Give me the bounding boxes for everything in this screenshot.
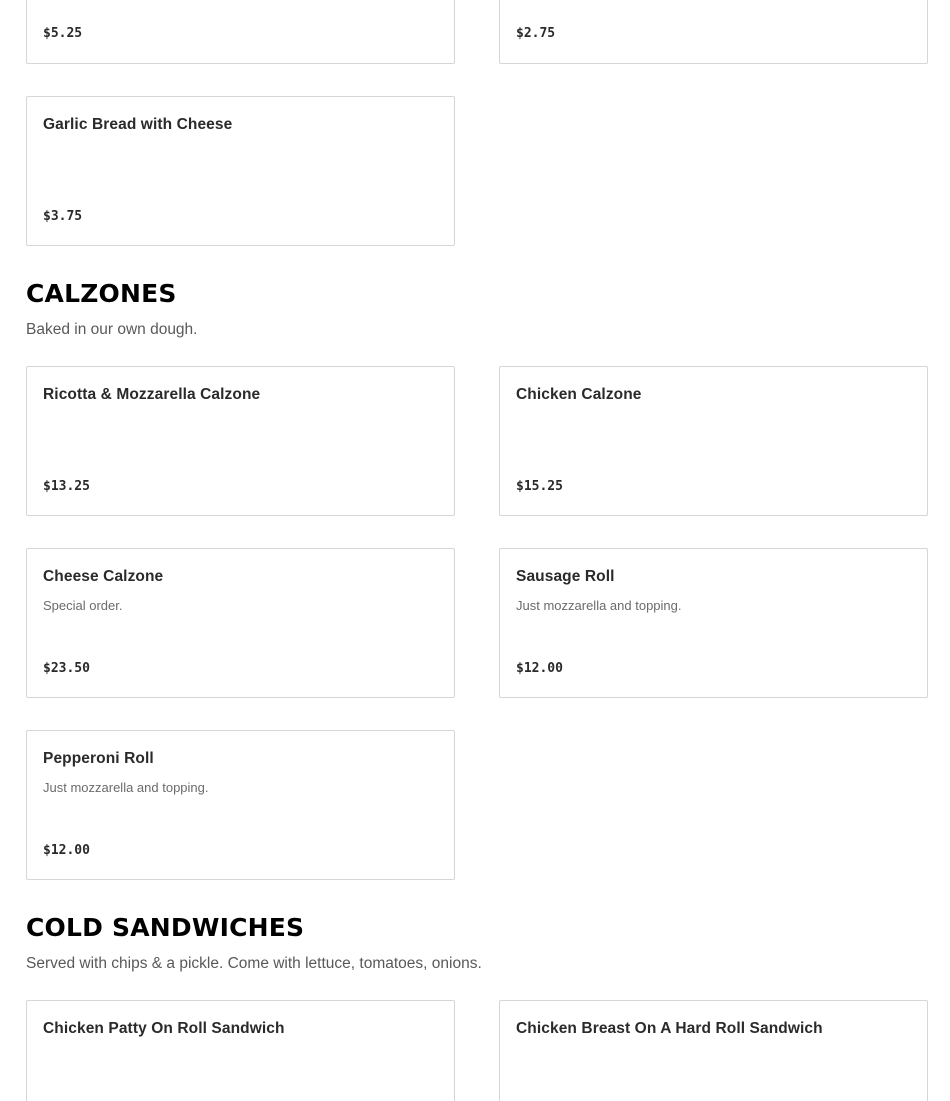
item-name: Pepperoni Roll <box>43 750 154 767</box>
item-description: Special order. <box>43 598 123 613</box>
menu-item-card[interactable] <box>26 0 455 64</box>
menu-item-card[interactable] <box>26 548 455 698</box>
section-title-calzones: CALZONES <box>26 279 177 308</box>
item-name: Cheese Calzone <box>43 568 164 585</box>
section-subtitle-calzones: Baked in our own dough. <box>26 321 198 338</box>
item-description: Just mozzarella and topping. <box>43 780 209 795</box>
menu-item-card[interactable] <box>499 0 928 64</box>
item-name: Chicken Breast On A Hard Roll Sandwich <box>516 1020 823 1037</box>
item-name: Ricotta & Mozzarella Calzone <box>43 386 261 403</box>
menu-item-card[interactable] <box>499 1000 928 1101</box>
section-title-cold-sandwiches: COLD SANDWICHES <box>26 913 305 942</box>
item-price: $12.00 <box>516 661 563 676</box>
item-price: $23.50 <box>43 661 90 676</box>
item-price: $2.75 <box>516 26 556 41</box>
menu-item-card[interactable] <box>26 1000 455 1101</box>
item-price: $12.00 <box>43 843 90 858</box>
item-description: Just mozzarella and topping. <box>516 598 682 613</box>
item-price: $13.25 <box>43 479 90 494</box>
item-name: Chicken Patty On Roll Sandwich <box>43 1020 285 1037</box>
menu-item-card[interactable] <box>499 366 928 516</box>
item-name: Sausage Roll <box>516 568 615 585</box>
menu-item-card[interactable] <box>26 730 455 880</box>
item-price: $5.25 <box>43 26 83 41</box>
menu-item-card[interactable] <box>499 548 928 698</box>
item-name: Garlic Bread with Cheese <box>43 116 233 133</box>
menu-item-card[interactable] <box>26 366 455 516</box>
menu-item-card[interactable] <box>26 96 455 246</box>
item-price: $15.25 <box>516 479 563 494</box>
item-price: $3.75 <box>43 209 83 224</box>
section-subtitle-cold-sandwiches: Served with chips & a pickle. Come with lettuce, tomatoes, onions. <box>26 955 482 972</box>
item-name: Chicken Calzone <box>516 386 642 403</box>
